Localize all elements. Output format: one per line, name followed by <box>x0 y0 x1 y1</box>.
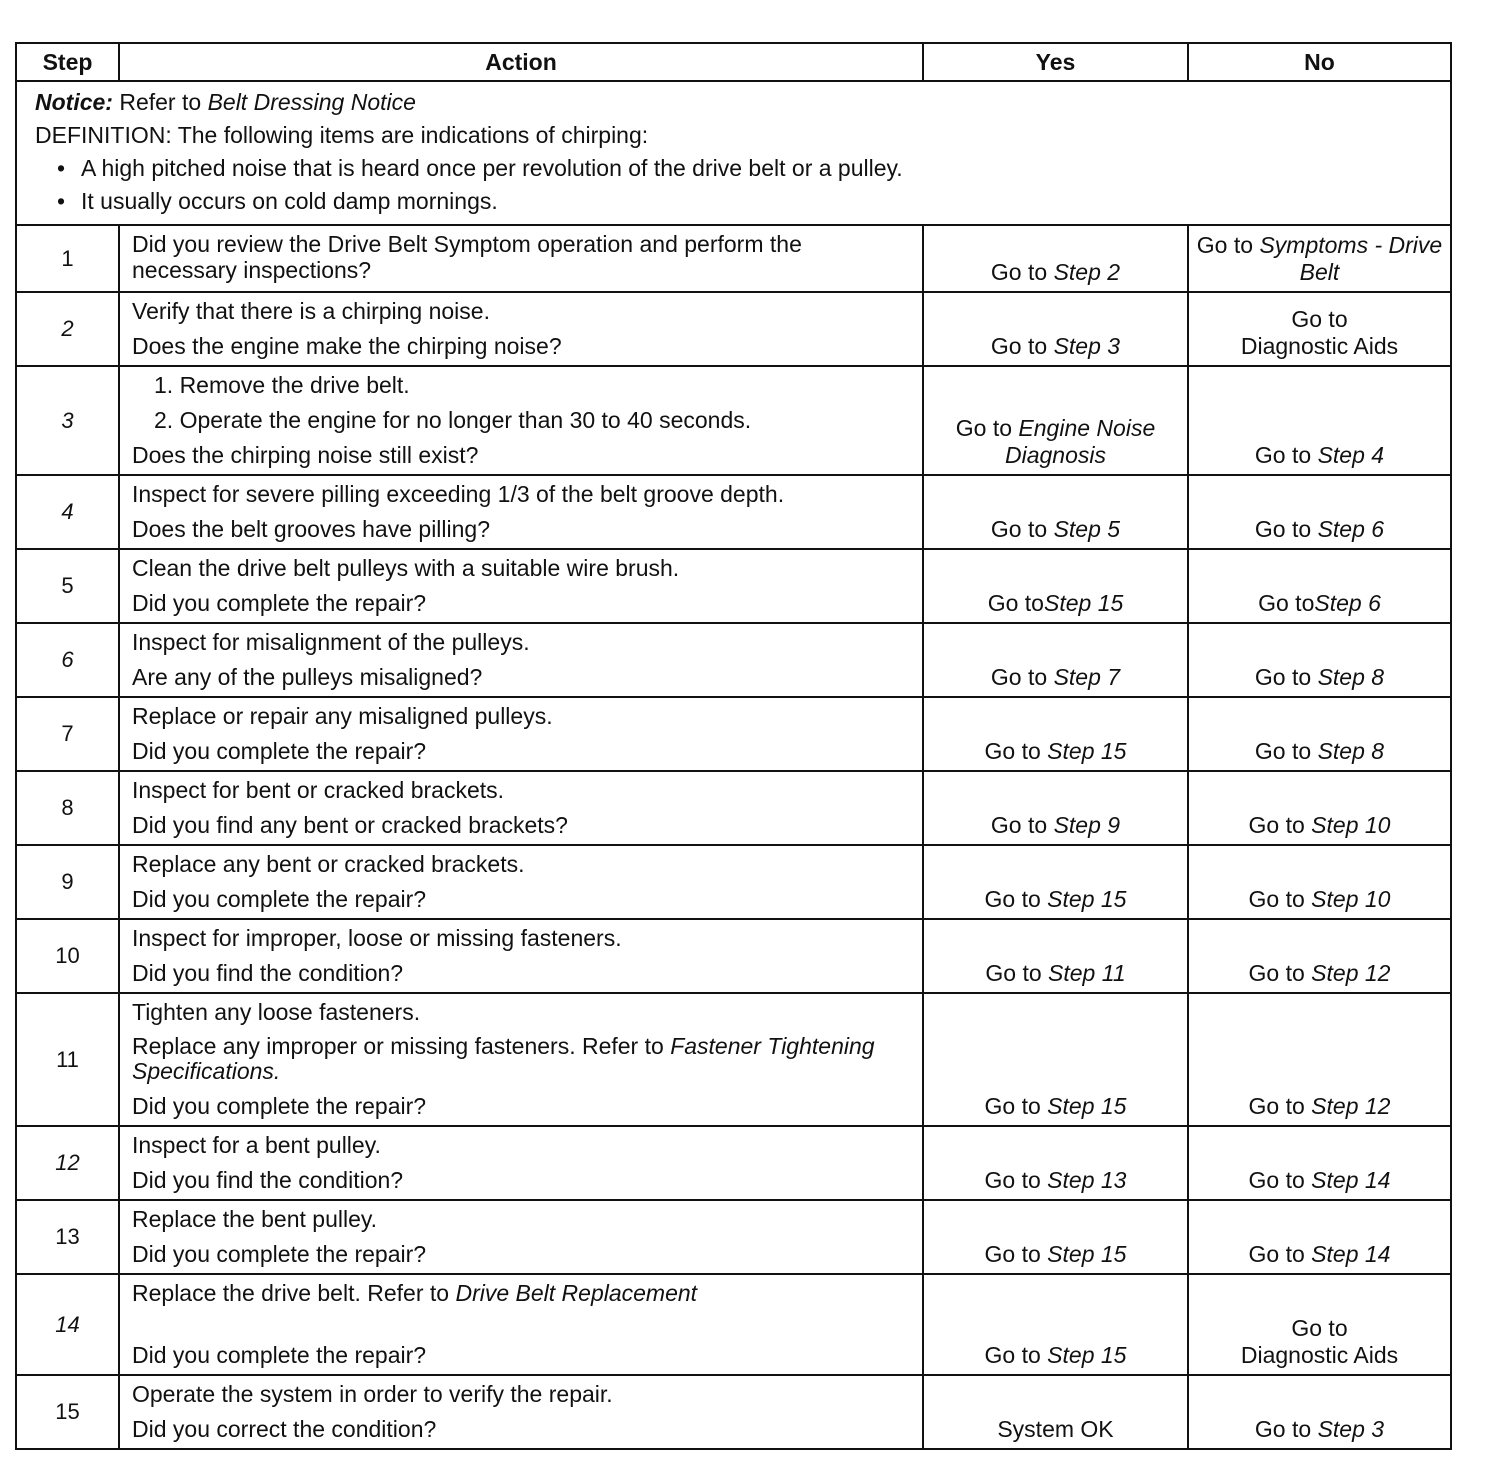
notice-line <box>35 86 1442 119</box>
action-text: 1. Remove the drive belt. <box>154 372 410 398</box>
step-link[interactable]: Step 15 <box>1047 1093 1127 1119</box>
action-cell <box>119 1375 923 1449</box>
action-cell <box>119 1274 923 1375</box>
action-text: Inspect for bent or cracked brackets. <box>132 777 505 803</box>
yes-cell: Go to Step 5 <box>923 475 1188 549</box>
action-cell <box>119 623 923 697</box>
step-link[interactable]: Engine Noise Diagnosis <box>1005 415 1156 468</box>
step-number: 13 <box>16 1200 119 1274</box>
table-row <box>16 993 1451 1126</box>
bullet-icon: • <box>57 155 66 181</box>
action-question: Did you find the condition? <box>132 960 404 986</box>
yes-cell: Go to Step 15 <box>923 845 1188 919</box>
header-action: Action <box>119 43 923 81</box>
step-link[interactable]: Step 14 <box>1311 1167 1391 1193</box>
no-cell: Go to Step 8 <box>1188 697 1451 771</box>
definition-bullet: • It usually occurs on cold damp mornings. <box>35 185 1442 218</box>
step-number: 8 <box>16 771 119 845</box>
action-question: Are any of the pulleys misaligned? <box>132 664 483 690</box>
action-question: Did you complete the repair? <box>132 1342 427 1368</box>
action-cell <box>119 549 923 623</box>
action-cell <box>119 993 923 1126</box>
no-cell: Go to Step 3 <box>1188 1375 1451 1449</box>
no-cell: Go to Diagnostic Aids <box>1188 1274 1451 1375</box>
action-cell <box>119 475 923 549</box>
yes-cell: Go to Step 15 <box>923 1200 1188 1274</box>
step-link[interactable]: Step 3 <box>1053 333 1121 359</box>
step-link[interactable]: Step 6 <box>1314 590 1381 616</box>
step-link[interactable]: Step 15 <box>1043 590 1124 616</box>
action-cell <box>119 771 923 845</box>
notice-row <box>16 81 1451 225</box>
yes-cell: Go to Step 3 <box>923 292 1188 366</box>
no-cell: Go to Diagnostic Aids <box>1188 292 1451 366</box>
step-link[interactable]: Symptoms - Drive Belt <box>1259 232 1443 285</box>
step-link[interactable]: Step 3 <box>1317 1416 1385 1442</box>
no-cell: Go to Step 10 <box>1188 771 1451 845</box>
header-row <box>16 43 1451 81</box>
action-question: Does the belt grooves have pilling? <box>132 516 491 542</box>
step-link[interactable]: Step 12 <box>1311 960 1391 986</box>
action-question: Did you complete the repair? <box>132 1093 427 1119</box>
action-text: Tighten any loose fasteners. <box>132 999 421 1025</box>
yes-cell: Go to Step 9 <box>923 771 1188 845</box>
step-number: 3 <box>16 366 119 475</box>
step-link[interactable]: Diagnostic Aids <box>1240 333 1399 359</box>
step-number: 7 <box>16 697 119 771</box>
action-cell <box>119 1200 923 1274</box>
notice-label: Notice: <box>35 89 113 115</box>
table-row <box>16 475 1451 549</box>
table-row <box>16 225 1451 292</box>
action-cell <box>119 366 923 475</box>
action-cell <box>119 919 923 993</box>
step-link[interactable]: Step 6 <box>1317 516 1385 542</box>
step-number: 5 <box>16 549 119 623</box>
step-link[interactable]: Step 15 <box>1047 738 1127 764</box>
table-row <box>16 292 1451 366</box>
action-question: Does the chirping noise still exist? <box>132 442 479 468</box>
action-text: Operate the system in order to verify the repair. <box>132 1381 613 1407</box>
yes-cell: Go toStep 15 <box>923 549 1188 623</box>
table-row <box>16 1274 1451 1375</box>
header-no: No <box>1188 43 1451 81</box>
action-cell <box>119 292 923 366</box>
no-cell: Go to Step 14 <box>1188 1200 1451 1274</box>
action-cell <box>119 845 923 919</box>
definition-text: DEFINITION: The following items are indications of chirping: <box>35 122 649 148</box>
step-link[interactable]: Step 11 <box>1048 960 1126 986</box>
step-link[interactable]: Step 10 <box>1311 812 1391 838</box>
action-text: Inspect for improper, loose or missing fasteners. <box>132 925 622 951</box>
step-link[interactable]: Step 12 <box>1311 1093 1391 1119</box>
table-row <box>16 366 1451 475</box>
action-question: Did you complete the repair? <box>132 590 427 616</box>
action-text: Verify that there is a chirping noise. <box>132 298 490 324</box>
step-link[interactable]: Diagnostic Aids <box>1240 1342 1399 1368</box>
no-cell: Go to Step 6 <box>1188 475 1451 549</box>
step-link[interactable]: Step 13 <box>1047 1167 1127 1193</box>
step-link[interactable]: Step 7 <box>1053 664 1121 690</box>
yes-cell: Go to Engine Noise Diagnosis <box>923 366 1188 475</box>
table-row <box>16 549 1451 623</box>
reference-link[interactable]: Drive Belt Replacement <box>455 1280 698 1306</box>
action-question: Did you complete the repair? <box>132 1241 427 1267</box>
step-number: 10 <box>16 919 119 993</box>
yes-cell: System OK <box>923 1375 1188 1449</box>
notice-ref: Belt Dressing Notice <box>207 89 416 115</box>
action-text: Inspect for misalignment of the pulleys. <box>132 629 530 655</box>
yes-cell: Go to Step 2 <box>923 225 1188 292</box>
action-text: 2. Operate the engine for no longer than 30 to 40 seconds. <box>154 407 752 433</box>
step-number: 1 <box>16 225 119 292</box>
bullet-icon: • <box>57 188 66 214</box>
action-question: Did you correct the condition? <box>132 1416 437 1442</box>
step-number: 12 <box>16 1126 119 1200</box>
action-text: Replace any bent or cracked brackets. <box>132 851 525 877</box>
action-text: Replace the drive belt. Refer to Drive Belt Replacement <box>132 1280 698 1306</box>
step-link[interactable]: Step 15 <box>1047 886 1127 912</box>
action-question: Did you find any bent or cracked brackets? <box>132 812 568 838</box>
table-row <box>16 1375 1451 1449</box>
header-yes: Yes <box>923 43 1188 81</box>
yes-cell: Go to Step 15 <box>923 993 1188 1126</box>
step-link[interactable]: Step 8 <box>1317 664 1385 690</box>
step-number: 4 <box>16 475 119 549</box>
step-number: 9 <box>16 845 119 919</box>
notice-cell <box>16 81 1451 225</box>
action-text: Inspect for severe pilling exceeding 1/3 of the belt groove depth. <box>132 481 785 507</box>
table-row <box>16 919 1451 993</box>
no-cell: Go to Step 4 <box>1188 366 1451 475</box>
table-row <box>16 845 1451 919</box>
step-number: 15 <box>16 1375 119 1449</box>
step-link[interactable]: Step 10 <box>1311 886 1391 912</box>
action-question: Does the engine make the chirping noise? <box>132 333 562 359</box>
step-link[interactable]: Step 15 <box>1047 1241 1127 1267</box>
action-text: Clean the drive belt pulleys with a suitable wire brush. <box>132 555 680 581</box>
yes-cell: Go to Step 13 <box>923 1126 1188 1200</box>
action-cell <box>119 1126 923 1200</box>
action-question: Did you complete the repair? <box>132 738 427 764</box>
diagnostic-table <box>15 42 1452 1450</box>
step-link[interactable]: Step 14 <box>1311 1241 1391 1267</box>
no-cell: Go to Step 12 <box>1188 993 1451 1126</box>
action-text: Did you review the Drive Belt Symptom operation and perform the necessary inspections? <box>132 231 802 283</box>
no-cell: Go to Step 14 <box>1188 1126 1451 1200</box>
definition-bullet: • A high pitched noise that is heard once per revolution of the drive belt or a pulley. <box>35 152 1442 185</box>
header-step: Step <box>16 43 119 81</box>
action-question: Did you find the condition? <box>132 1167 404 1193</box>
no-cell: Go to Step 10 <box>1188 845 1451 919</box>
table-row <box>16 771 1451 845</box>
no-cell: Go to Symptoms - Drive Belt <box>1188 225 1451 292</box>
step-number: 2 <box>16 292 119 366</box>
yes-cell: Go to Step 15 <box>923 697 1188 771</box>
step-link[interactable]: Step 4 <box>1317 442 1385 468</box>
step-number: 14 <box>16 1274 119 1375</box>
step-link[interactable]: Step 9 <box>1053 812 1121 838</box>
action-cell <box>119 697 923 771</box>
table-row <box>16 697 1451 771</box>
step-link[interactable]: Step 5 <box>1053 516 1121 542</box>
step-link[interactable]: Step 8 <box>1317 738 1385 764</box>
step-link[interactable]: Step 2 <box>1053 259 1121 285</box>
notice-text: Refer to <box>119 89 202 115</box>
reference-link[interactable]: Fastener Tightening Specifications. <box>132 1033 875 1084</box>
no-cell: Go to Step 8 <box>1188 623 1451 697</box>
table-row <box>16 1126 1451 1200</box>
action-question: Did you complete the repair? <box>132 886 427 912</box>
table-row <box>16 1200 1451 1274</box>
step-number: 6 <box>16 623 119 697</box>
step-number: 11 <box>16 993 119 1126</box>
action-text: Replace the bent pulley. <box>132 1206 378 1232</box>
yes-cell: Go to Step 7 <box>923 623 1188 697</box>
action-text: Inspect for a bent pulley. <box>132 1132 381 1158</box>
action-cell <box>119 225 923 292</box>
table-row <box>16 623 1451 697</box>
action-text: Replace or repair any misaligned pulleys. <box>132 703 553 729</box>
yes-cell: Go to Step 11 <box>923 919 1188 993</box>
action-text: Replace any improper or missing fasteners. Refer to Fastener Tightening Specifications. <box>132 1033 875 1084</box>
no-cell: Go to Step 12 <box>1188 919 1451 993</box>
yes-cell: Go to Step 15 <box>923 1274 1188 1375</box>
step-link[interactable]: Step 15 <box>1047 1342 1127 1368</box>
no-cell: Go toStep 6 <box>1188 549 1451 623</box>
